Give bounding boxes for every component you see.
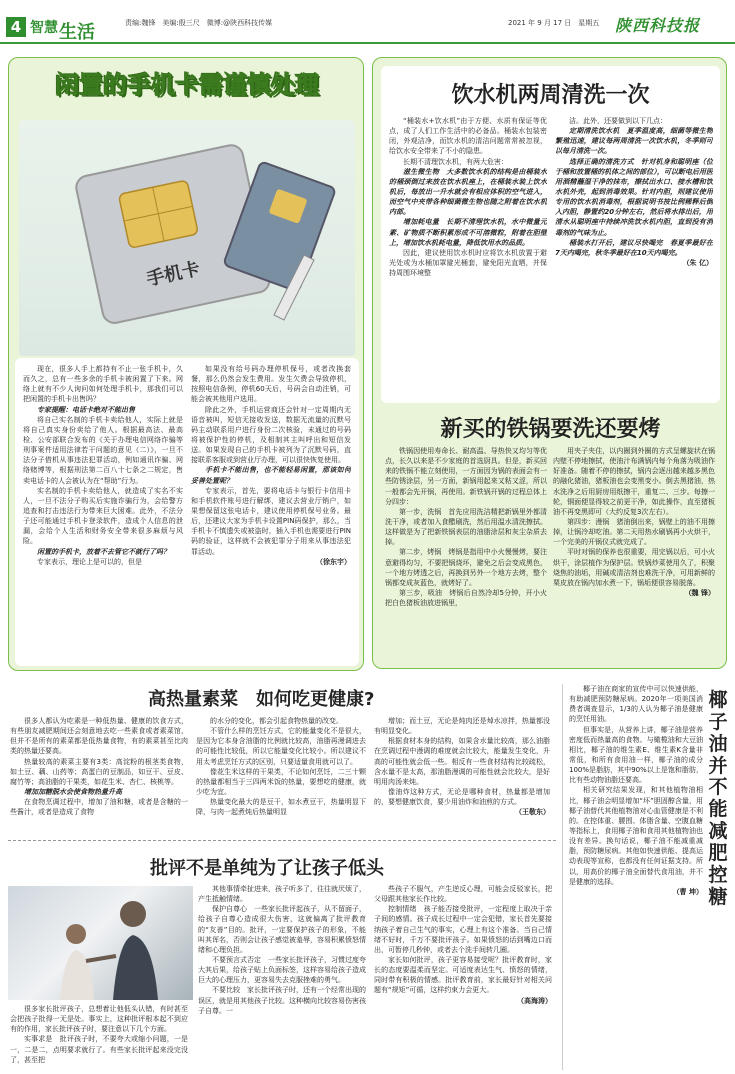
- article-title: 批评不是单纯为了让孩子低头: [150, 858, 384, 879]
- subheading-paragraph: 定期清洗饮水机 夏季温度高，细菌等微生物繁殖迅速，建议每两周清洗一次饮水机，冬季则可以每月清洗一次。: [555, 127, 713, 156]
- subheading-paragraph: 桶装水打开后，建议尽快喝完 春夏季最好在7天内喝完，秋冬季最好在10天内喝完。: [555, 238, 713, 257]
- article-title: 闲置的手机卡需谨慎处理: [55, 71, 319, 99]
- subheading: 增加加糖脱水会使食物热量升高: [24, 787, 122, 796]
- paragraph: 椰子油在商家的宣传中可以快速供能，有助减肥预防糖尿病。2020年一项美国消费者调查显示，1/3的人认为椰子油是健康的烹饪用油。: [569, 685, 703, 724]
- article-column: [191, 364, 351, 660]
- paragraph: 根据食材本身的结构，如果含水量比较高，那么油脂在烹调过程中漫调的难度就会比较大，能量发生变化，升高的可能性就会低一些。相反有一些食材结构比较疏松，含水量不是太高，那油脂漫调的可能性就会比较大，是好明用肉汤来炖。: [374, 737, 550, 786]
- subheading-paragraph: 滋生微生物 大多数饮水机的结构是由桶装水的桶颈倒过来放在饮水机座上，在桶装水装上饮水机后，每放出一升水就会有相应体积的空气进入，而空气中夹带各种细菌微生物也随之附着在饮水机内部。: [389, 167, 547, 217]
- paragraph: 长期不清理饮水机，有两大危害：: [403, 157, 508, 166]
- paragraph: 将自己实名制的手机卡卖给他人，实际上就是将自己真实身份卖给了他人。根据最高法、最高检、公安部联合发布的《关于办理电信网络诈骗等刑事案件适用法律若干问题的意见（二）》，一旦不法分子借机从事违法犯罪活动，例如通讯诈骗、网络赌博等，根据刑法第二百八十七条之二规定，售卖电话卡的人会被认为在“帮助”行为。: [23, 415, 183, 485]
- paragraph: 专家表示，首先，要将电话卡与银行卡信用卡和手机软件账号进行解绑，建议去营业厅销户，如果想保留这张电话卡，建议使用停机保号业务。最后，还建议大家为手机卡设置PIN码保护，那么，当手机卡不慎遗失或被盗时，插入手机也需要进行PIN码的验证，这样就不会被犯罪分子用来从事违法犯罪活动。: [191, 486, 351, 556]
- masthead: [0, 0, 735, 44]
- paragraph: “桶装水+饮水机”由于方便、水质有保证等优点，成了人们工作生活中的必备品。桶装水包装密闭，外观洁净，而饮水机的清洁问题常常被忽视，给饮水安全带来了不小的隐患。: [389, 117, 547, 156]
- paragraph: 第一步，洗锅 首先应用洗洁精把新锅里外都清洗干净，或者加入食醋刷洗，然后用温水清洗擦拭。这样做是为了把新铁锅表层的油脂涂层和灰尘杂质去掉。: [385, 507, 547, 547]
- paragraph: 除此之外，手机运营商还会针对一定周期内无语音被叫，短信无接收发送，数据无流量的沉默号码主动联系用户进行身份二次核验，未通过的号码将被保护性的停机，及相制其主叫呼出和短信发送。如果发现自己的手机卡被列为了沉默号码，直接联系客服或到营业厅办理，可以很快恢复使用。: [191, 405, 351, 465]
- paragraph: 专家表示，理论上是可以的，但是: [37, 557, 142, 566]
- paragraph: 在食物烹调过程中，增加了油和糖，或者是含糖的一些酱汁，或者是造成了食物: [10, 798, 188, 817]
- paragraph: 很多人都认为吃素是一种低热量、健康的饮食方式，有些朋友减肥期间还会刻意地去吃一些素食或者素菜馆，但并不是所有的素菜都是低热量食物，有的素菜甚至比肉类的热量还要高。: [10, 717, 188, 756]
- subheading: 闲置的手机卡，放着不去管它不就行了吗？: [37, 547, 170, 556]
- parent-child-icon: [8, 886, 193, 1000]
- newspaper-name: 陕西科技报: [615, 16, 701, 35]
- paragraph: 热量较高的素菜主要有3类：高淀粉的根茎类食物，如土豆、藕、山药等；高蛋白的豆制品，如豆干、豆皮、腐竹等；高油脂的干果类，如花生米、杏仁、核桃等。: [10, 757, 188, 786]
- paragraph: 不要比较 家长批评孩子时，还有一个经常出现的误区，就是用其他孩子比较。这种横向比较容易伤害孩子自尊。一: [198, 986, 366, 1015]
- paragraph: 用夹子夹住，以内圈到外圈的方式呈螺旋状在锅内壁不停地擦拭，使油汁布满锅内每个角落为吸油作好准备。随着不停的擦拭，锅内会逐出越来越多黑色的融化猪油，猪板油也会变黑变小。倒去黑猪油，热水洗净之后用厨房用纸擦干，重复二、三步。每擦一轮，铜面便显得较之前更干净，如此操作，直至猪板油不再变黑即可（大约反复3次左右）。: [553, 447, 715, 516]
- author-byline: （徐东宇）: [316, 557, 351, 566]
- paragraph: 实名制的手机卡卖给他人，就造成了实名不实人，一旦不法分子购买后实施诈骗行为，会给警方追查和打击违法行为带来巨大困难。此外，不法分子还可能通过手机卡登录软件，造成个人信息的泄漏，会给个人生活和财务安全带来很多麻烦与风险。: [23, 486, 183, 546]
- sim-card-illustration: [19, 120, 355, 356]
- issue-date: 2021 年 9 月 17 日 星期五: [508, 19, 600, 27]
- article-sim-card: [8, 57, 364, 671]
- paragraph: 如果没有给号码办理停机保号，或者改换套餐，那么仍然会发生费用。发生欠费会导致停机，按照电信条例，停机60天后，号码会自动注销，可能会被其他用户选用。: [191, 365, 351, 404]
- subheading: 专家提醒：电话卡绝对不能出售: [37, 405, 135, 414]
- article-column: [569, 684, 703, 1068]
- paragraph: 控制情绪 孩子能否接受批评，一定程度上取决于亲子间的感情。孩子成长过程中一定会犯错，家长首先要接纳孩子着自己生气的事实，心理上有这个准备。当自己情绪不好时，千万不要批评孩子。如果愤怒的话到嘴边口而出，可暂停几秒钟，或者去个洗手间转几圈。: [374, 905, 552, 954]
- paragraph: 因此，建议使用饮水机时应将饮水机放置于避光处或为水桶加罩避光桶套，避免阳光直晒，并保持周围环境整: [389, 248, 547, 278]
- article-iron-wok: [381, 410, 720, 663]
- paragraph: 实事求是 批评孩子时，不要夸大或缩小问题，一是一，二是二，点明要求就行了。有些家长批评起来没完没了，甚至把: [10, 1035, 188, 1064]
- paragraph: 很多家长批评孩子，总想着让他低头认错，有时甚至会把孩子批得一无是处。事实上，这种批评根本起不到应有的作用，家长批评孩子时，要注意以下几个方面。: [10, 1005, 188, 1034]
- article-title-vertical: 椰子油并不能减肥控糖: [708, 689, 728, 908]
- article-column: [10, 716, 188, 834]
- article-column: [385, 446, 547, 660]
- article-title: 新买的铁锅要洗还要烤: [440, 417, 661, 442]
- paragraph: 热量变化最大的是豆干，如水煮豆干，热量明显下降，与肉一起煮炖后热量明显: [196, 798, 366, 817]
- article-column: [196, 716, 366, 834]
- sim-card-icon: [19, 120, 355, 356]
- author-byline: （魏 锋）: [684, 588, 715, 597]
- paragraph: 的水分的变化，都会引起食物热量的改变。: [210, 717, 343, 725]
- article-column: [553, 446, 715, 660]
- paragraph: 相关研究结果发现，和其他植物油相比，椰子油会明显增加“坏”胆固醇含量，用椰子油替代其他植物油对心血管健康是不利的。在控体重、腰围、体脂含量、空腹血糖等指标上，食用椰子油和食用其他植物油也没有差异。换句话说，椰子油不能减重减脂，预防糖尿病。其他如快速供能、提高运动表现等宣称，也都没有任何证据支持。所以，用高价的椰子油全面替代食用油，并不是健康的选择。: [569, 786, 703, 886]
- paragraph: 像花生米这样的干果类，不论如何烹饪，二三十颗的热量都相当于三四两米饭的热量，要想吃的健康，就少吃为宜。: [196, 767, 366, 796]
- author-byline: （曹 坤）: [672, 887, 703, 896]
- section-divider: [8, 840, 556, 841]
- article-column: [389, 116, 547, 398]
- paragraph: 保护自尊心 一些家长批评起孩子，从不留面子，给孩子自尊心造成很大伤害，这就偏离了批评教育的“友善”目的。批评，一定要保护孩子的形象，不能叫其诨名，否则会让孩子感觉被羞辱，容易积累愤怒情绪和心理负担。: [198, 905, 366, 954]
- paragraph: 第三步，吸油 烤锅后自然冷却5分钟，开小火把白色猪板油放进锅里，: [385, 588, 547, 608]
- paragraph: 第二步，烤锅 烤锅是指用中小火慢慢烤，要注意避得均匀，不要把锅烧坏，避免之后会变成黑色，一个地方烤透之后，再换到另外一个地方去烤，整个锅都变成灰蓝色，就烤好了。: [385, 548, 547, 587]
- paragraph: 第四步：漫锅 猪油倒出来，锅壁上的油不用擦掉，让锅冷却吃油。第二天用热水刷锅再小火烘干，一个完美的开锅仪式就完成了。: [553, 517, 715, 547]
- article-title: 高热量素菜 如何吃更健康?: [148, 689, 375, 710]
- article-body-box: [15, 358, 359, 666]
- sim-card-label: 手机卡: [144, 258, 202, 291]
- parent-child-photo: [8, 886, 193, 1000]
- section-name-part2: 生活: [59, 22, 95, 43]
- page-number: 4: [6, 17, 26, 37]
- article-column: [10, 1004, 188, 1072]
- article-column: [555, 116, 713, 398]
- section-name-part1: 智慧: [30, 20, 58, 36]
- paragraph: 不要预言式否定 一些家长批评孩子，习惯过度夸大其后果，给孩子贴上负面标签，这样容易给孩子造成巨大的心理压力，更容易失去克服挫难的勇气。: [198, 955, 366, 985]
- paragraph: 铁锅因使用寿命长、耐高温、导热快又均匀等优点，长久以来是不少家庭的首选厨具。但是，新买回来的铁锅不能立刻使用，一方面因为锅的表面会有一些防锈涂层，另一方面，新锅用起来又粘又涩，所以一般都会先开锅，再使用。新铁锅开锅的过程总体上分四步：: [385, 447, 547, 506]
- author-byline: （王敬东）: [515, 808, 550, 817]
- paragraph: 不管什么样的烹饪方式，它的能量变化不是很大，是因为它本身含油脂的比例就比较高，油脂再漫调进去的可能性比较低，所以它能量变化比较小。所以建议不用太考虑烹饪方式的区别，只要适量食用就可以了。: [196, 727, 366, 766]
- author-byline: （朱 亿）: [682, 258, 713, 267]
- paragraph: 些孩子不服气，产生逆反心理，可能会反驳家长，把父母跟其他家长作比较。: [374, 885, 552, 904]
- paragraph: 像油炸这种方式，无论是哪种食材，热量都是增加的，要想健康饮食，要少用油炸和油煎的方式。: [374, 787, 550, 807]
- paragraph: 但事实是，从营养上讲，椰子油是营养密度低而热量高的食物。与橄榄油和大豆油相比，椰子油的维生素E、维生素K含量非常低，和所有食用油一样，椰子油的成分100%是脂肪，其中90%以上是饱和脂肪，比有些动物油脂还要高。: [569, 725, 703, 785]
- article-column: [374, 884, 552, 1072]
- paragraph: 现在，很多人手上都持有不止一张手机卡，久而久之，总有一些多余的手机卡被闲置了下来。网络上就有不少人询问如何处理手机卡，那我们可以把闲置的手机卡出售吗？: [23, 365, 183, 404]
- article-group-right: [372, 57, 727, 669]
- staff-credits: 责编:魏锋 美编:殷三尺 微博:@陕西科技传媒: [125, 19, 273, 27]
- paragraph: 家长如何批评，孩子更容易接受呢？批评教育时，家长的态度要温柔而坚定。可适度表达生气、愤怒的情绪，同时带有积极的情感。批评教育前，家长最好针对相关问题有“规矩”可循，这样约束力会更大。: [374, 955, 552, 995]
- article-coconut-oil: [562, 684, 731, 1070]
- article-column: [198, 884, 366, 1072]
- article-column: [23, 364, 183, 660]
- subheading-paragraph: 增加耗电量 长期不清理饮水机，水中微量元素、矿物质不断积累形成不可溶微粒，附着在胆壁上，增加饮水机耗电量，降低饮用水的品质。: [389, 218, 547, 247]
- paragraph: 洁。此外，还要做到以下几点：: [569, 117, 667, 125]
- paragraph: 其他事情牵扯进来，孩子听多了，往往就厌烦了，产生抵触情绪。: [198, 885, 366, 904]
- subheading-paragraph: 选择正确的清洗方式 针对机身和聪明座（位于桶和放置桶的机体之间的部位），可以断电后用医用酒精蘸湿干净的抹布，擦拭出水口、接水槽和饮水机外壳，起到消毒效果。针对内胆，则建议使用专用的饮水机消毒剂，根据说明书按比例稀释后倒入内胆，静置约20分钟左右，然后将水排出后，用清水从聪明座中持续冲洗饮水机内胆，直到没有消毒剂的气味为止。: [555, 157, 713, 237]
- article-water-dispenser: [381, 66, 720, 403]
- article-title: 饮水机两周清洗一次: [451, 83, 650, 108]
- paragraph: 增加；而土豆，无论是炖肉还是焯水凉拌，热量都没有明显变化。: [374, 717, 550, 736]
- author-byline: （高海涛）: [517, 996, 552, 1005]
- paragraph: 平时对锅的保养也很重要，用完锅以后，可小火烘干，涂层植作为保护层。铁锅炒菜使用久了，积聚烧焦的油垢，用碱或清洁剂也难洗干净，可用新鲜的栗皮放在锅内加水煮一下，锅垢便很容易脱落。: [553, 548, 715, 587]
- article-column: [374, 716, 550, 834]
- subheading: 手机卡不能出售，也不能轻易闲置，那该如何妥善处置呢？: [191, 466, 351, 485]
